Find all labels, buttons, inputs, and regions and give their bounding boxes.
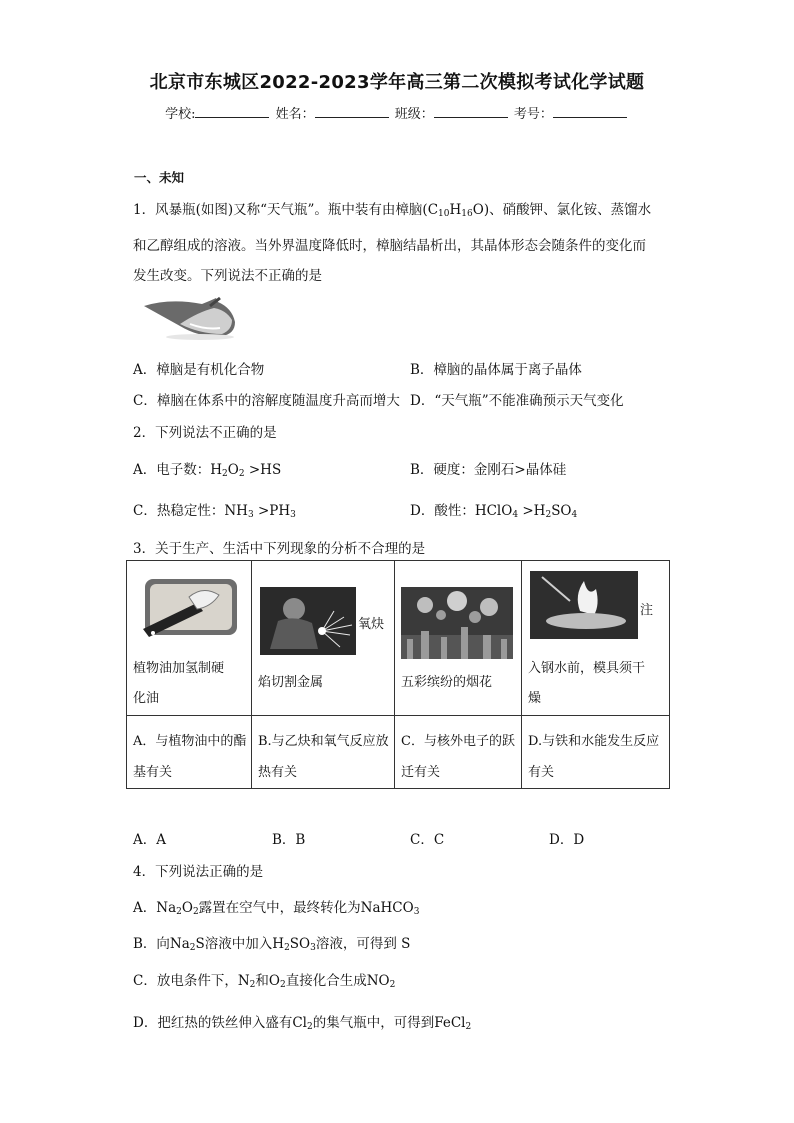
class-blank[interactable] bbox=[434, 105, 508, 118]
q3-answer-c: C．与核外电子的跃迁有关 bbox=[395, 716, 522, 789]
q4-option-c[interactable]: C．放电条件下，$N_2$和$O_2$直接化合生成$NO_2$ bbox=[133, 973, 396, 990]
q1-stem-line2: 和乙醇组成的溶液。当外界温度降低时，樟脑结晶析出，其晶体形态会随条件的变化而 bbox=[133, 238, 646, 254]
q1-option-d[interactable]: D．“天气瓶”不能准确预示天气变化 bbox=[410, 393, 624, 409]
q1-stem-line1: 1．风暴瓶(如图)又称“天气瓶”。瓶中装有由樟脑$(C_{10}H_{16}O)$、硝酸钾、氯化铵、蒸馏水 bbox=[133, 202, 652, 219]
q3-caption-a-l2: 化油 bbox=[133, 691, 160, 706]
hydrogenated-oil-image bbox=[141, 575, 241, 639]
name-label: 姓名： bbox=[275, 107, 315, 122]
q3-answer-b: B.与乙炔和氧气反应放热有关 bbox=[252, 716, 395, 789]
q3-caption-d-l2: 燥 bbox=[528, 691, 542, 706]
q3-cell-hydrogenation bbox=[127, 561, 252, 716]
page-title: 北京市东城区2022-2023学年高三第二次模拟考试化学试题 bbox=[149, 72, 645, 93]
student-info-row bbox=[0, 103, 794, 122]
q3-cell-fireworks bbox=[395, 561, 522, 716]
q3-answer-a: A．与植物油中的酯基有关 bbox=[127, 716, 252, 789]
exam-number-blank[interactable] bbox=[553, 105, 627, 118]
q3-caption-d-side: 注 bbox=[640, 603, 654, 618]
q3-choice-d[interactable]: D．D bbox=[549, 832, 585, 848]
q3-cell-mold bbox=[522, 561, 670, 716]
name-blank[interactable] bbox=[315, 105, 389, 118]
q3-caption-d-l1: 入钢水前，模具须干 bbox=[528, 661, 646, 676]
fireworks-image bbox=[401, 587, 513, 659]
q1-option-b[interactable]: B．樟脑的晶体属于离子晶体 bbox=[410, 362, 582, 378]
q1-formula: $C_{10}H_{16}O$ bbox=[427, 202, 484, 219]
oxyacetylene-cutting-image bbox=[260, 587, 356, 655]
q3-caption-c-l2: 五彩缤纷的烟花 bbox=[401, 675, 493, 690]
q3-stem: 3．关于生产、生活中下列现象的分析不合理的是 bbox=[133, 541, 426, 557]
school-label: 学校: bbox=[165, 107, 196, 122]
q2-option-a[interactable]: A．电子数：$H_2O_2 >HS$ bbox=[133, 462, 282, 479]
storm-bottle-image bbox=[140, 296, 240, 342]
exam-number-label: 考号： bbox=[513, 107, 553, 122]
q4-option-d[interactable]: D．把红热的铁丝伸入盛有$Cl_2$的集气瓶中，可得到FeCl$_2$ bbox=[133, 1015, 472, 1032]
q2-option-b[interactable]: B．硬度：金刚石>晶体硅 bbox=[410, 462, 567, 478]
q1-stem-line3: 发生改变。下列说法不正确的是 bbox=[133, 268, 322, 284]
q3-caption-b-side: 氧炔 bbox=[358, 617, 385, 632]
q3-cell-cutting bbox=[252, 561, 395, 716]
q4-stem: 4．下列说法正确的是 bbox=[133, 864, 264, 880]
molten-steel-image bbox=[530, 571, 638, 639]
q1-option-c[interactable]: C．樟脑在体系中的溶解度随温度升高而增大 bbox=[133, 393, 400, 409]
q1-option-a[interactable]: A．樟脑是有机化合物 bbox=[133, 362, 265, 378]
q4-option-a[interactable]: A．$Na_2O_2$露置在空气中，最终转化为NaHCO$_3$ bbox=[133, 900, 420, 917]
q3-caption-b-l2: 焰切割金属 bbox=[258, 675, 324, 690]
q3-answer-d: D.与铁和水能发生反应有关 bbox=[522, 716, 670, 789]
q2-option-c[interactable]: C．热稳定性：$NH_3 >PH_3$ bbox=[133, 503, 296, 520]
q3-choice-b[interactable]: B．B bbox=[272, 832, 306, 848]
school-blank[interactable] bbox=[195, 105, 269, 118]
q2-option-d[interactable]: D．酸性：HClO$_4$ $>H_2SO_4$ bbox=[410, 503, 578, 520]
q2-stem: 2．下列说法不正确的是 bbox=[133, 425, 277, 441]
class-label: 班级： bbox=[394, 107, 434, 122]
q3-caption-a-l1: 植物油加氢制硬 bbox=[133, 661, 225, 676]
q3-choice-a[interactable]: A．A bbox=[133, 832, 166, 848]
q3-table bbox=[126, 560, 670, 789]
section-heading: 一、未知 bbox=[134, 170, 185, 185]
q4-option-b[interactable]: B．向$Na_2S$溶液中加入$H_2SO_3$溶液，可得到 S bbox=[133, 936, 411, 953]
q3-choice-c[interactable]: C．C bbox=[410, 832, 445, 848]
